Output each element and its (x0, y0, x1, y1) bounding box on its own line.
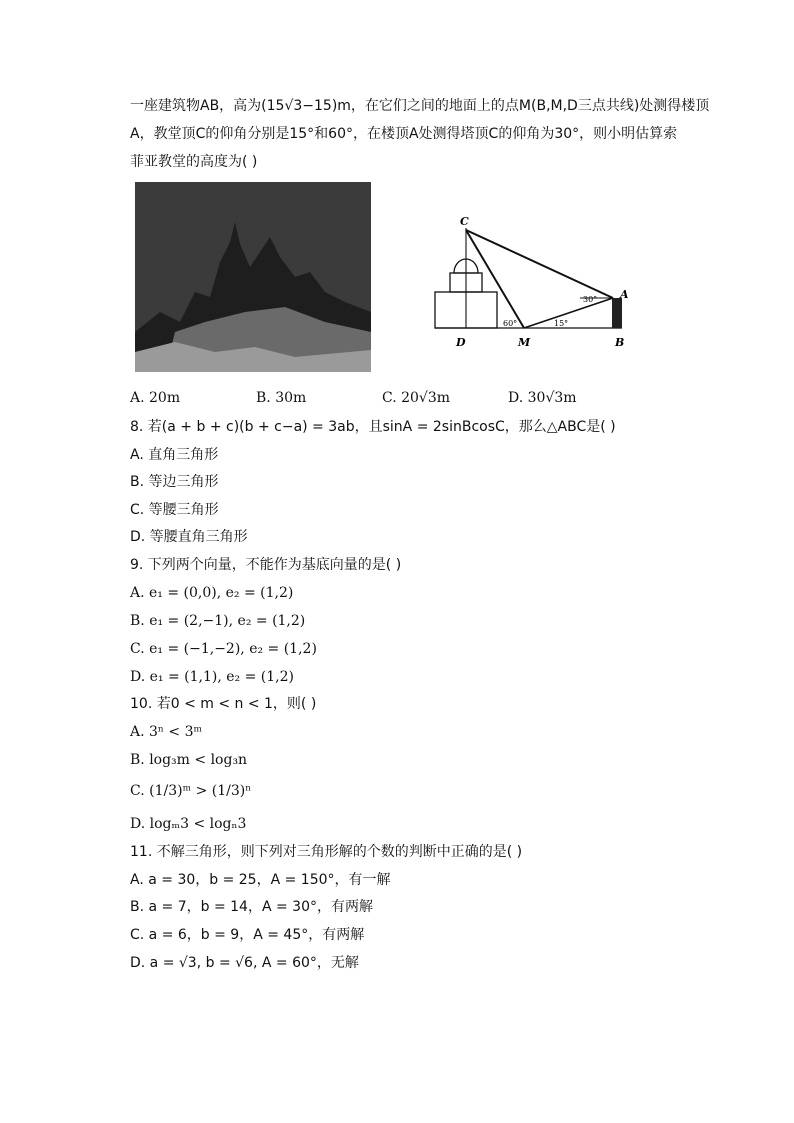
q7-line-3: 菲亚教堂的高度为( ) (130, 154, 258, 170)
q11-option-d: D. a = √3, b = √6, A = 60°，无解 (130, 955, 359, 971)
angle-30: 30° (583, 295, 598, 304)
label-d: D (456, 336, 466, 349)
label-c: C (460, 215, 469, 228)
q7-option-b: B. 30m (256, 390, 307, 406)
q8-option-a: A. 直角三角形 (130, 447, 219, 463)
q9-option-b: B. e₁ = (2,−1), e₂ = (1,2) (130, 613, 306, 629)
q10-stem: 10. 若0 < m < n < 1，则( ) (130, 696, 317, 712)
q10-option-c: C. (1/3)ᵐ > (1/3)ⁿ (130, 783, 252, 799)
q7-option-c: C. 20√3m (382, 390, 451, 406)
q9-option-c: C. e₁ = (−1,−2), e₂ = (1,2) (130, 641, 317, 657)
q9-stem: 9. 下列两个向量，不能作为基底向量的是( ) (130, 557, 402, 573)
q7-line-1: 一座建筑物AB，高为(15√3−15)m，在它们之间的地面上的点M(B,M,D三点共线)处测得楼顶 (130, 98, 710, 114)
q11-option-a: A. a = 30，b = 25，A = 150°，有一解 (130, 872, 391, 888)
q9-option-a: A. e₁ = (0,0), e₂ = (1,2) (130, 585, 294, 601)
geometry-diagram (430, 210, 640, 360)
label-a: A (620, 288, 629, 301)
q11-stem: 11. 不解三角形，则下列对三角形解的个数的判断中正确的是( ) (130, 844, 523, 860)
angle-15: 15° (554, 319, 569, 328)
q7-option-a: A. 20m (130, 390, 181, 406)
q11-option-b: B. a = 7，b = 14，A = 30°，有两解 (130, 899, 373, 915)
q9-option-d: D. e₁ = (1,1), e₂ = (1,2) (130, 669, 294, 685)
q7-option-d: D. 30√3m (508, 390, 577, 406)
cathedral-photo (135, 182, 371, 372)
q8-option-d: D. 等腰直角三角形 (130, 529, 248, 545)
q8-stem: 8. 若(a + b + c)(b + c−a) = 3ab，且sinA = 2sinBcosC，那么△ABC是( ) (130, 419, 616, 435)
q7-line-2: A，教堂顶C的仰角分别是15°和60°，在楼顶A处测得塔顶C的仰角为30°，则小明估算索 (130, 126, 678, 142)
angle-60: 60° (503, 319, 518, 328)
label-b: B (615, 336, 625, 349)
q8-option-b: B. 等边三角形 (130, 474, 219, 490)
q11-option-c: C. a = 6，b = 9，A = 45°，有两解 (130, 927, 365, 943)
q10-option-b: B. log₃m < log₃n (130, 752, 248, 768)
q10-option-a: A. 3ⁿ < 3ᵐ (130, 724, 203, 740)
q10-option-d: D. logₘ3 < logₙ3 (130, 816, 247, 832)
label-m: M (518, 336, 531, 349)
q8-option-c: C. 等腰三角形 (130, 502, 219, 518)
q7-options (130, 390, 710, 410)
